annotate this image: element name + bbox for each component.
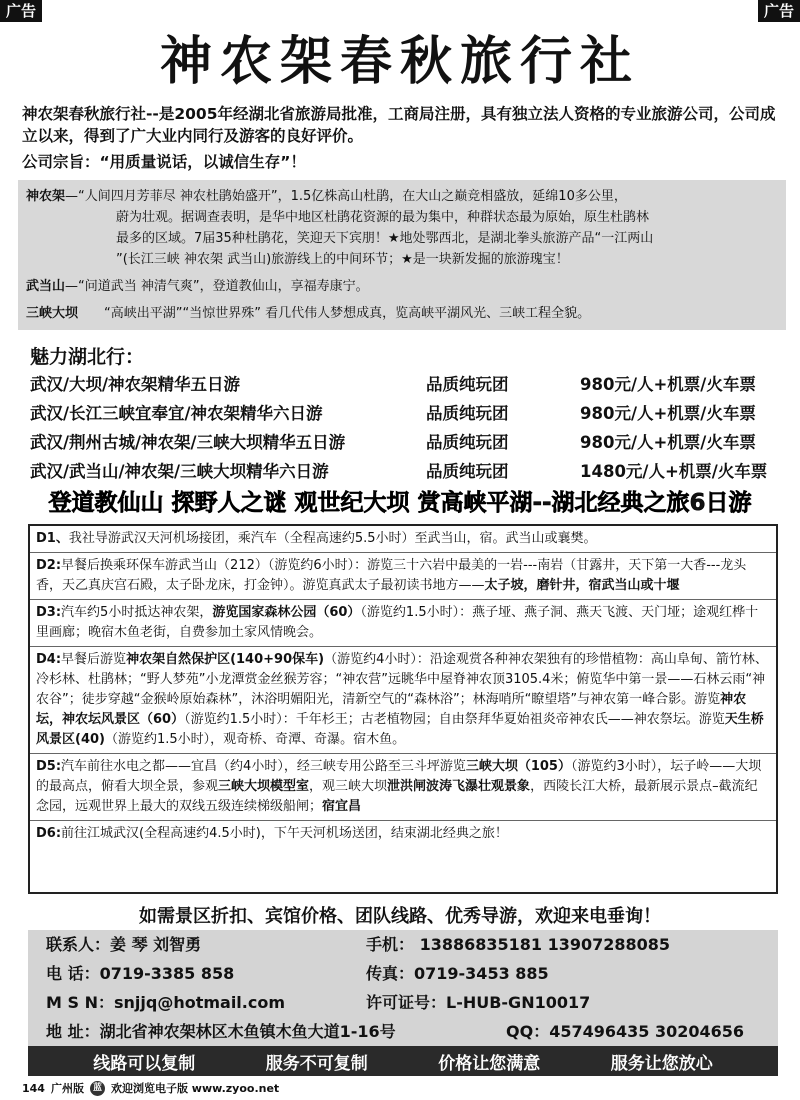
contact-msn: M S N：snjjq@hotmail.com xyxy=(46,993,286,1012)
day-highlight: 神农架自然保护区(140+90保车) xyxy=(126,652,325,667)
day-highlight: 太子坡，磨针井，宿武当山或十堰 xyxy=(484,578,680,593)
day-text: （游览约4小时）：沿途观赏各种神农架独有的珍惜植物：高山阜甸、箭竹林、冷杉林、杜鹃林；“野人梦苑”小龙潭赏金丝猴芳容；“神农营”远眺华中屋脊神农顶3105.4米；俯览华中第一景——石林云雨“神农谷”；徒步穿越“金猴岭原始森林”，沐浴明媚阳光，清新空气的“森林浴”；林海哨所“瞭望塔”与神农第一峰合影。游览 xyxy=(36,652,768,707)
day-label: D6: xyxy=(36,826,62,841)
day-text: （游览约3小时），坛子岭——大坝的最高点，俯看大坝全景，参观 xyxy=(36,759,762,794)
attraction-name: 神农架 xyxy=(26,189,66,204)
day-highlight: 天生桥风景区(40) xyxy=(36,712,764,747)
route-item xyxy=(30,457,780,486)
day-label: D3: xyxy=(36,605,62,620)
contact-qq: QQ：457496435 30204656 xyxy=(506,1022,745,1041)
itinerary-day-3 xyxy=(30,600,776,647)
attraction-text: ”(长江三峡 神农架 武当山)旅游线上的中间环节；★是一块新发掘的旅游瑰宝！ xyxy=(116,252,569,267)
route-item xyxy=(30,370,780,399)
attraction-shennongjia xyxy=(26,186,778,207)
day-highlight: 神农坛，神农坛风景区（60） xyxy=(36,692,747,727)
slogan: 服务不可复制 xyxy=(265,1053,368,1074)
attraction-text: “高峡出平湖”“当惊世界殊” 看几代伟人梦想成真，览高峡平湖风光、三峡工程全貌。 xyxy=(104,306,591,321)
intro-description: 神农架春秋旅行社--是2005年经湖北省旅游局批准，工商局注册，具有独立法人资格的专业旅游公司，公司成立以来，得到了广大业内同行及游客的良好评价。 xyxy=(22,105,776,145)
edition-badge: 蓝 xyxy=(90,1081,105,1096)
day-text: 汽车约5小时抵达神农架， xyxy=(61,605,213,620)
website-link[interactable]: 欢迎浏览电子版 www.zyoo.net xyxy=(110,1082,280,1095)
route-item xyxy=(30,399,780,428)
attraction-name: 武当山 xyxy=(26,279,66,294)
day-text: （游览约1.5小时）：燕子垭、燕子洞、燕天飞渡、天门垭；途观红桦十里画廊；晚宿木鱼老街，自费参加土家风情晚会。 xyxy=(36,605,759,640)
itinerary-day-1 xyxy=(30,526,776,553)
page-footer xyxy=(22,1080,279,1096)
route-quality: 品质纯玩团 xyxy=(426,433,509,452)
attraction-text: —“人间四月芳菲尽 神农杜鹃始盛开”，1.5亿株高山杜鹃，在大山之巅竞相盛放，延绵10多公里， xyxy=(65,189,627,204)
slogan: 服务让您放心 xyxy=(610,1053,713,1074)
attraction-sanxia xyxy=(26,303,778,324)
day-label: D4: xyxy=(36,652,62,667)
day-text: 汽车前往水电之都——宜昌（约4小时），经三峡专用公路至三斗坪游览 xyxy=(61,759,466,774)
intro-motto: 公司宗旨：“用质量说话，以诚信生存”！ xyxy=(22,153,306,171)
contact-mobile: 手机： 13886835181 13907288085 xyxy=(366,935,671,954)
tour-banner: 登道教仙山 探野人之谜 观世纪大坝 赏高峡平湖--湖北经典之旅6日游 xyxy=(48,490,752,516)
route-name: 武汉/长江三峡宜奉宜/神农架精华六日游 xyxy=(30,404,323,423)
route-name: 武汉/荆州古城/神农架/三峡大坝精华五日游 xyxy=(30,433,346,452)
section-title: 魅力湖北行： xyxy=(30,346,145,368)
day-label: D1、 xyxy=(36,531,69,546)
route-name: 武汉/大坝/神农架精华五日游 xyxy=(30,375,241,394)
call-to-action: 如需景区折扣、宾馆价格、团队线路、优秀导游，欢迎来电垂询！ xyxy=(139,906,661,927)
ad-tag-left: 广告 xyxy=(0,0,42,22)
day-label: D2: xyxy=(36,558,62,573)
itinerary-day-2 xyxy=(30,553,776,600)
intro-section xyxy=(22,103,782,173)
agency-title: 神农架春秋旅行社 xyxy=(159,31,640,92)
route-price: 1480元/人+机票/火车票 xyxy=(580,462,768,481)
slogan: 价格让您满意 xyxy=(438,1053,541,1074)
itinerary-box xyxy=(28,524,778,894)
contact-phone: 电 话：0719-3385 858 xyxy=(46,964,235,983)
contact-address: 地 址：湖北省神农架林区木鱼镇木鱼大道1-16号 xyxy=(46,1022,396,1041)
attraction-text: —“问道武当 神清气爽”，登道教仙山，享福寿康宁。 xyxy=(65,279,369,294)
attractions-box xyxy=(18,180,786,330)
day-text: ，观三峡大坝 xyxy=(309,779,388,794)
day-text: ，西陵长江大桥，最新展示景点–截流纪念园，远观世界上最大的双线五级连续梯级船闸； xyxy=(36,779,758,814)
itinerary-day-6 xyxy=(30,821,776,847)
day-highlight: 泄洪闸波涛飞瀑壮观景象 xyxy=(387,779,531,794)
attraction-text: 蔚为壮观。据调查表明，是华中地区杜鹃花资源的最为集中，种群状态最为原始，原生杜鹃林 xyxy=(116,210,650,225)
day-highlight: 游览国家森林公园（60） xyxy=(212,605,361,620)
route-quality: 品质纯玩团 xyxy=(426,375,509,394)
day-label: D5: xyxy=(36,759,62,774)
itinerary-day-4 xyxy=(30,647,776,754)
contact-fax: 传真：0719-3453 885 xyxy=(366,964,549,983)
contact-person: 联系人：姜 琴 刘智勇 xyxy=(46,935,202,954)
day-text: 前往江城武汉(全程高速约4.5小时)，下午天河机场送团，结束湖北经典之旅！ xyxy=(61,826,508,841)
day-text: 早餐后游览 xyxy=(61,652,127,667)
slogan: 线路可以复制 xyxy=(93,1053,196,1074)
day-highlight: 三峡大坝（105） xyxy=(465,759,571,774)
contact-row xyxy=(28,959,778,988)
contact-row xyxy=(28,988,778,1017)
route-name: 武汉/武当山/神农架/三峡大坝精华六日游 xyxy=(30,462,329,481)
contact-license: 许可证号：L-HUB-GN10017 xyxy=(366,993,591,1012)
edition-name: 广州版 xyxy=(50,1082,84,1095)
slogan-bar xyxy=(28,1046,778,1076)
day-highlight: 宿宜昌 xyxy=(322,799,362,814)
route-price: 980元/人+机票/火车票 xyxy=(580,404,756,423)
route-price: 980元/人+机票/火车票 xyxy=(580,375,756,394)
route-list xyxy=(30,370,780,486)
day-text: （游览约1.5小时），观奇桥、奇潭、奇瀑。宿木鱼。 xyxy=(104,732,406,747)
day-highlight: 三峡大坝模型室 xyxy=(218,779,310,794)
attraction-name: 三峡大坝 xyxy=(26,306,79,321)
ad-tag-right: 广告 xyxy=(758,0,800,22)
route-quality: 品质纯玩团 xyxy=(426,462,509,481)
attraction-wudang xyxy=(26,276,778,297)
day-text: 早餐后换乘环保车游武当山（212）（游览约6小时）：游览三十六岩中最美的一岩---南岩（甘露井，天下第一大香---龙头香，天乙真庆宫石殿，太子卧龙床，打金钟）。游览真武太子最初读书地方—— xyxy=(36,558,747,593)
route-item xyxy=(30,428,780,457)
itinerary-day-5 xyxy=(30,754,776,821)
contact-row xyxy=(28,1017,778,1046)
attraction-text: 最多的区域。7届35种杜鹃花，笑迎天下宾朋！★地处鄂西北，是湖北拳头旅游产品“一江两山 xyxy=(116,231,654,246)
page-number: 144 xyxy=(22,1081,45,1095)
contact-box xyxy=(28,930,778,1046)
day-text: （游览约1.5小时）：千年杉王；古老植物园；自由祭拜华夏始祖炎帝神农氏——神农祭坛。游览 xyxy=(184,712,725,727)
contact-row xyxy=(28,930,778,959)
route-price: 980元/人+机票/火车票 xyxy=(580,433,756,452)
day-text: 我社导游武汉天河机场接团，乘汽车（全程高速约5.5小时）至武当山，宿。武当山或襄樊。 xyxy=(68,531,597,546)
route-quality: 品质纯玩团 xyxy=(426,404,509,423)
